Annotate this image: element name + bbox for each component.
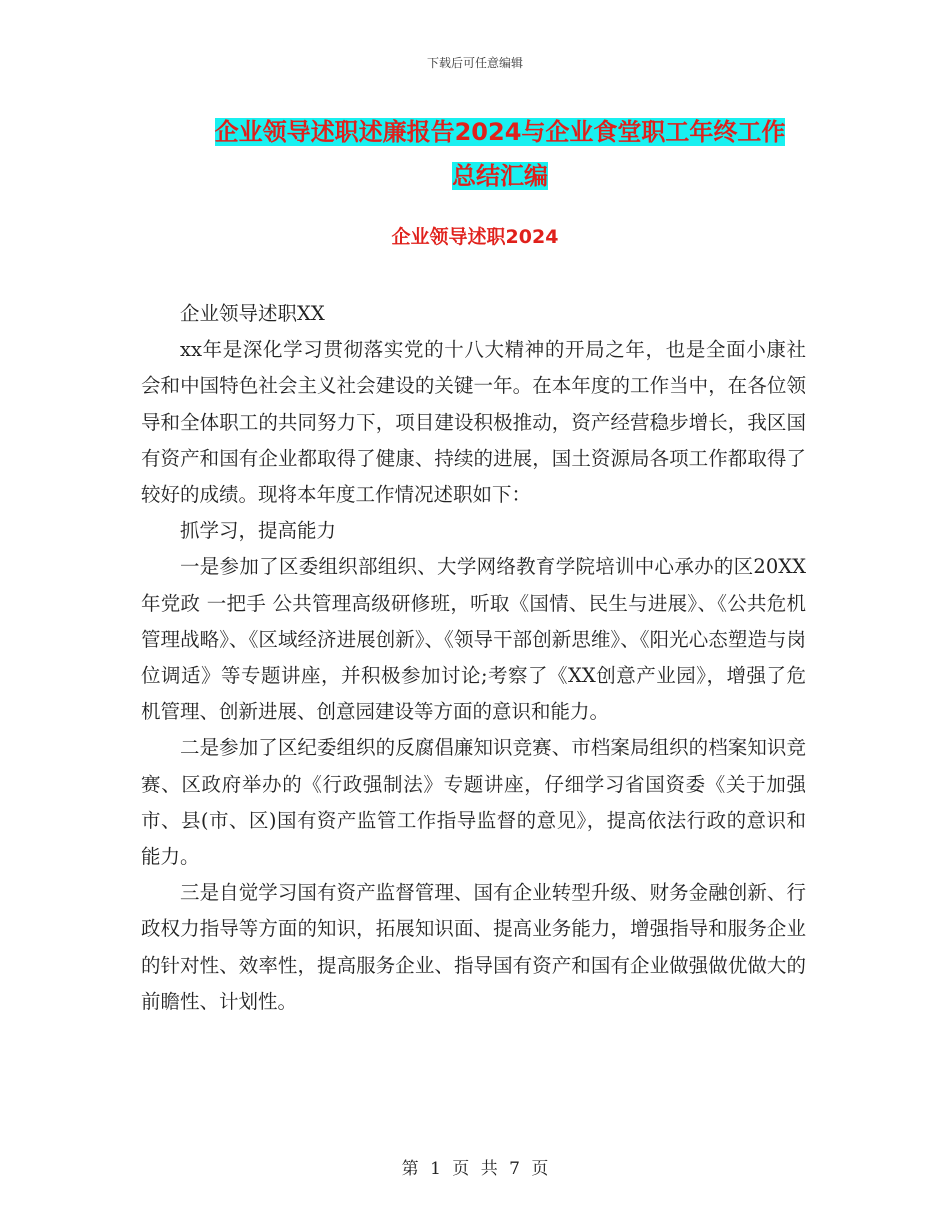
header-note: 下载后可任意编辑 bbox=[426, 56, 523, 70]
paragraph: 抓学习，提高能力 bbox=[180, 519, 337, 543]
document-title-line-1: 企业领导述职述廉报告2024与企业食堂职工年终工作 bbox=[214, 118, 786, 146]
section-title: 企业领导述职2024 bbox=[391, 226, 559, 248]
paragraph: 二是参加了区纪委组织的反腐倡廉知识竞赛、市档案局组织的档案知识竞赛、区政府举办的《行政强制法》专题讲座，仔细学习省国资委《关于加强市、县(市、区)国有资产监管工作指导监督的意见》，提高依法行政的意识和能力。 bbox=[141, 736, 806, 869]
body-text bbox=[141, 296, 806, 1020]
document-title-line-2: 总结汇编 bbox=[452, 162, 548, 190]
document-title bbox=[140, 110, 860, 198]
page-number-footer: 第 1 页 共 7 页 bbox=[401, 1159, 549, 1179]
paragraph: 一是参加了区委组织部组织、大学网络教育学院培训中心承办的区20XX年党政 一把手 公共管理高级研修班，听取《国情、民生与进展》、《公共危机管理战略》、《区域经济进展创新》、《领导干部创新思维》、《阳光心态塑造与岗位调适》等专题讲座，并积极参加讨论;考察了《XX创意产业园》，增强了危机管理、创新进展、创意园建设等方面的意识和能力。 bbox=[141, 555, 806, 724]
paragraph: 企业领导述职XX bbox=[180, 302, 325, 325]
paragraph: xx年是深化学习贯彻落实党的十八大精神的开局之年，也是全面小康社会和中国特色社会主义社会建设的关键一年。在本年度的工作当中，在各位领导和全体职工的共同努力下，项目建设积极推动，资产经营稳步增长，我区国有资产和国有企业都取得了健康、持续的进展，国土资源局各项工作都取得了较好的成绩。现将本年度工作情况述职如下： bbox=[141, 338, 806, 507]
paragraph: 三是自觉学习国有资产监督管理、国有企业转型升级、财务金融创新、行政权力指导等方面的知识，拓展知识面、提高业务能力，增强指导和服务企业的针对性、效率性，提高服务企业、指导国有资产和国有企业做强做优做大的前瞻性、计划性。 bbox=[141, 881, 806, 1013]
